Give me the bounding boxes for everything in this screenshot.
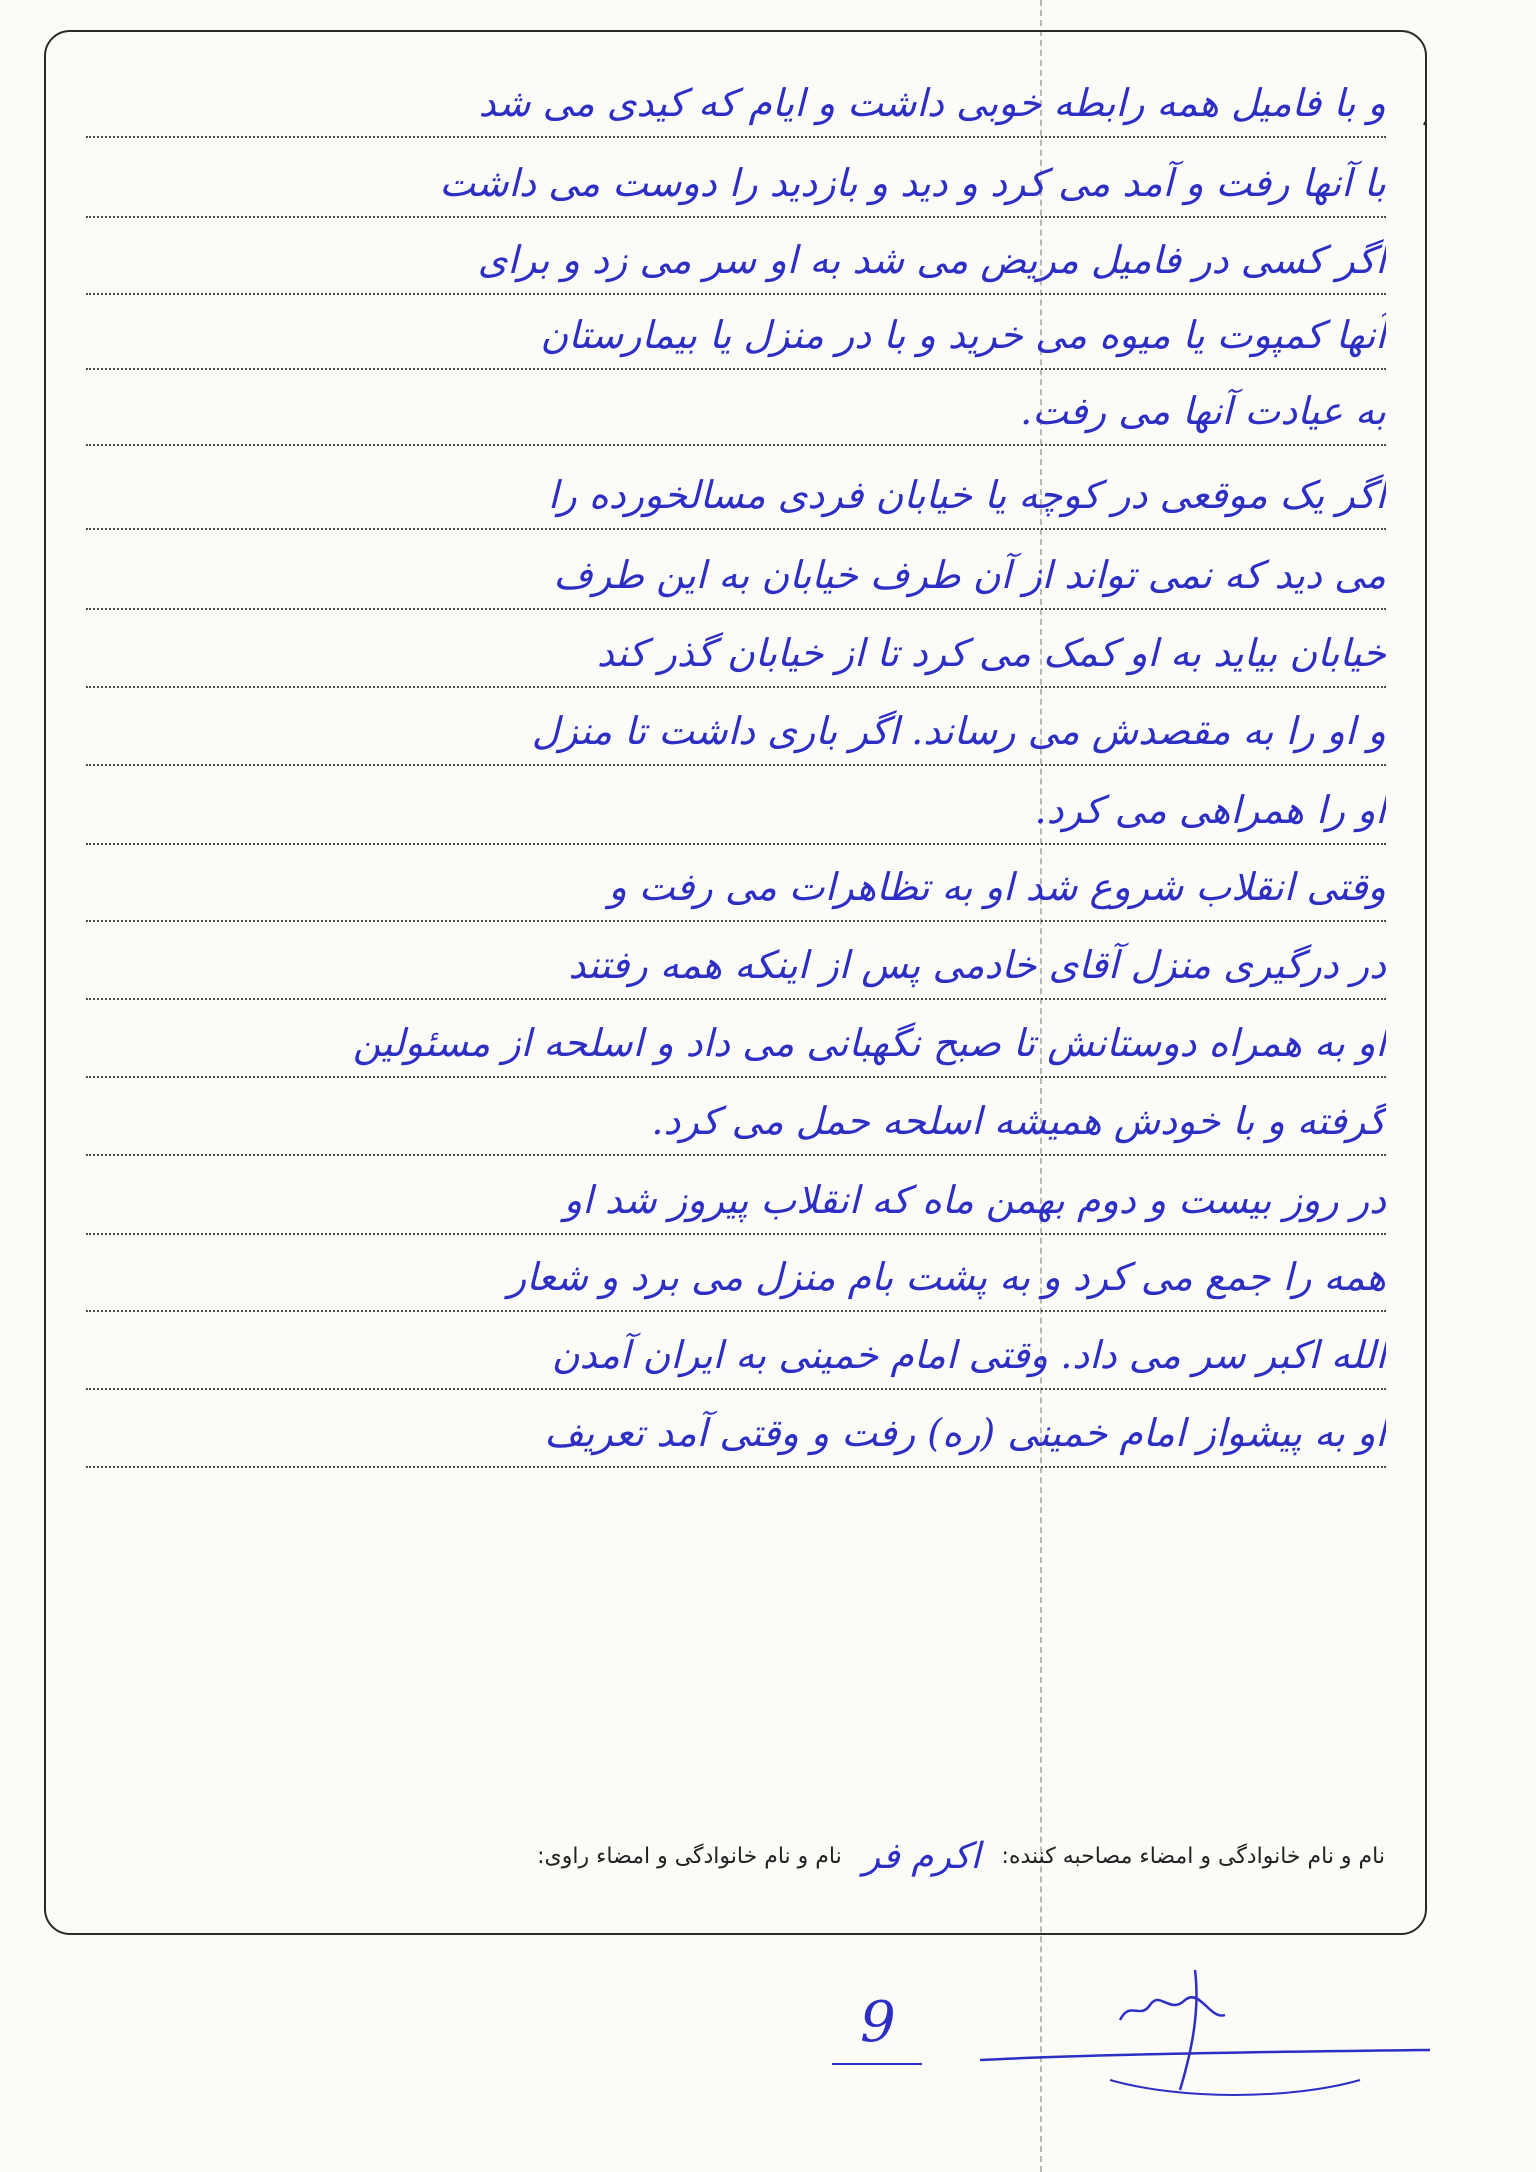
handwritten-lines [46, 32, 1425, 1933]
handwritten-line: اگر یک موقعی در کوچه یا خیابان فردی مسالخورده را [86, 462, 1386, 530]
interviewer-label: نام و نام خانوادگی و امضاء مصاحبه کننده: [1001, 1844, 1385, 1869]
handwritten-line: در درگیری منزل آقای خادمی پس از اینکه همه رفتند [86, 932, 1386, 1000]
interviewer-signature-name: اکرم فر [862, 1836, 981, 1877]
handwritten-line: اگر کسی در فامیل مریض می شد به او سر می زد و برای [86, 227, 1386, 295]
handwritten-line: آنها کمپوت یا میوه می خرید و با در منزل یا بیمارستان [86, 302, 1386, 370]
ruled-page-frame [44, 30, 1427, 1935]
page-number: 9 [860, 1990, 896, 2055]
handwritten-line: در روز بیست و دوم بهمن ماه که انقلاب پیروز شد او [86, 1167, 1386, 1235]
handwritten-line: با آنها رفت و آمد می کرد و دید و بازدید را دوست می داشت [86, 150, 1386, 218]
handwritten-line: می دید که نمی تواند از آن طرف خیابان به این طرف [86, 542, 1386, 610]
handwritten-line: و او را به مقصدش می رساند. اگر باری داشت تا منزل [86, 698, 1386, 766]
handwritten-line: وقتی انقلاب شروع شد او به تظاهرات می رفت و [86, 854, 1386, 922]
handwritten-line: او را همراهی می کرد. [86, 777, 1386, 845]
handwritten-line: خیابان بیاید به او کمک می کرد تا از خیابان گذر کند [86, 620, 1386, 688]
handwritten-line: او به همراه دوستانش تا صبح نگهبانی می داد و اسلحه از مسئولین [86, 1010, 1386, 1078]
handwritten-line: و با فامیل همه رابطه خوبی داشت و ایام که کیدی می شد [86, 70, 1386, 138]
signature-footer [56, 1832, 1385, 1882]
handwritten-line: گرفته و با خودش همیشه اسلحه حمل می کرد. [86, 1088, 1386, 1156]
page-number-underline [832, 2063, 922, 2065]
handwritten-line: همه را جمع می کرد و به پشت بام منزل می برد و شعار [86, 1244, 1386, 1312]
handwritten-signature [960, 1960, 1480, 2110]
handwritten-line: به عیادت آنها می رفت. [86, 378, 1386, 446]
handwritten-line: او به پیشواز امام خمینی (ره) رفت و وقتی آمد تعریف [86, 1400, 1386, 1468]
handwritten-line: الله اکبر سر می داد. وقتی امام خمینی به ایران آمدن [86, 1322, 1386, 1390]
narrator-label: نام و نام خانوادگی و امضاء راوی: [537, 1844, 842, 1869]
